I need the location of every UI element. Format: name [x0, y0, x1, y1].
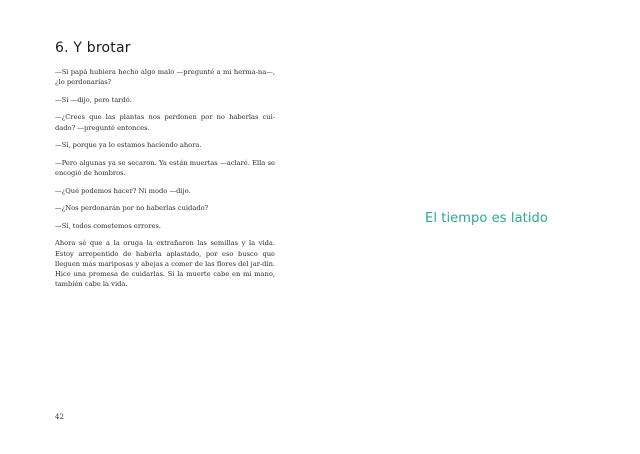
paragraph: Ahora sé que a la oruga la extrañaron las semillas y la vida. Estoy arrepentido de haberla aplastado, por eso busco que lleguen más mariposas y abejas a comer de las flores del jar-dín. Hice una promesa de cuidarlas. Si la muerte cabe en mi mano, también cabe la vida. — [55, 239, 275, 289]
chapter-title: 6. Y brotar — [55, 40, 131, 56]
paragraph: —Pero algunas ya se secaron. Ya están muertas —aclaré. Ella se encogió de hombros. — [55, 158, 275, 177]
motto-heading: El tiempo es latido — [425, 211, 548, 226]
paragraph: —¿Crees que las plantas nos perdonen por no haberlas cui-dado? —pregunté entonces. — [55, 113, 275, 132]
paragraph: —Sí, porque ya lo estamos haciendo ahora. — [55, 141, 202, 150]
paragraph: —Si papá hubiera hecho algo malo —pregunté a mi herma-na—, ¿lo perdonarías? — [55, 68, 275, 87]
paragraph: —¿Qué podemos hacer? Ni modo —dijo. — [55, 186, 191, 195]
paragraph: —Sí —dijo, pero tardó. — [55, 95, 132, 104]
paragraph: —¿Nos perdonarán por no haberlas cuidado? — [55, 204, 209, 213]
paragraph: —Sí, todos cometemos errores. — [55, 221, 161, 230]
chapter-text — [55, 67, 275, 297]
right-page — [320, 0, 640, 454]
page-number: 42 — [55, 413, 64, 421]
